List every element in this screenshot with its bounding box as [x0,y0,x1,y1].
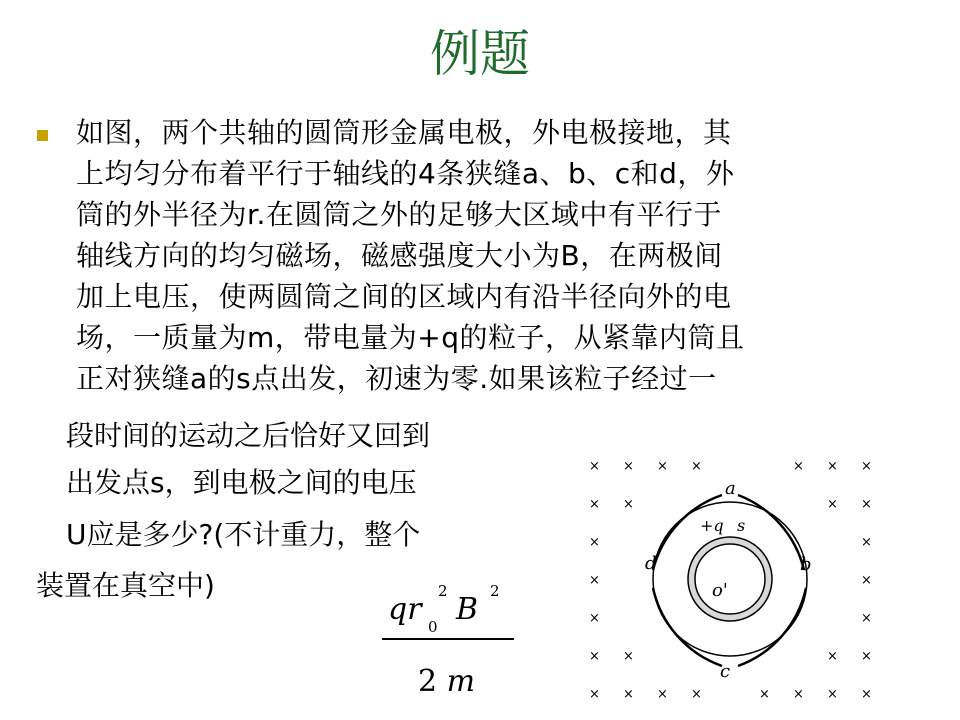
continuation-line: 出发点s，到电极之间的电压 [66,466,417,499]
field-x-mark: × [793,687,804,702]
problem-line: 轴线方向的均匀磁场，磁感强度大小为B，在两极间 [76,239,723,272]
field-x-mark: × [861,611,872,626]
field-x-mark: × [861,497,872,512]
field-x-mark: × [827,459,838,474]
field-x-mark: × [691,459,702,474]
slide-title: 例题 [430,25,530,83]
formula-subscript: 0 [428,618,438,636]
field-x-mark: × [793,459,804,474]
field-x-mark: × [827,497,838,512]
field-x-mark: × [657,687,668,702]
continuation-line: 装置在真空中) [36,569,215,602]
cylinder-diagram [575,448,875,713]
fraction-bar [382,638,514,640]
problem-paragraph [76,112,876,399]
field-x-mark: × [861,649,872,664]
field-x-mark: × [589,459,600,474]
field-x-mark: × [827,687,838,702]
formula-B: B [456,592,479,627]
point-s-label: s [737,516,746,535]
field-x-mark: × [589,649,600,664]
bullet-square-icon [37,130,48,141]
continuation-line: U应是多少?(不计重力，整个 [66,518,421,551]
charge-label: +q [700,516,724,535]
field-x-mark: × [589,573,600,588]
field-x-mark: × [589,497,600,512]
problem-line: 加上电压，使两圆筒之间的区域内有沿半径向外的电 [76,280,732,313]
formula-numerator: qr [388,592,422,627]
field-x-mark: × [827,649,838,664]
problem-line: 上均匀分布着平行于轴线的4条狭缝a、b、c和d，外 [76,157,735,190]
continuation-line: 段时间的运动之后恰好又回到 [66,419,431,452]
formula-superscript: 2 [490,582,500,600]
slit-a-label: a [725,478,736,499]
slit-b-label: b [800,554,812,575]
field-x-mark: × [623,497,634,512]
problem-line: 场，一质量为m，带电量为+q的粒子，从紧靠内筒且 [76,321,745,354]
field-x-mark: × [691,687,702,702]
problem-line: 如图，两个共轴的圆筒形金属电极，外电极接地，其 [76,116,732,149]
field-x-mark: × [861,573,872,588]
formula-superscript: 2 [438,582,448,600]
formula-denominator: 2 m [418,664,476,699]
center-label: o' [712,580,728,601]
field-x-mark: × [759,687,770,702]
inner-cylinder-core [695,544,765,614]
field-x-mark: × [657,459,668,474]
field-x-mark: × [861,535,872,550]
field-x-mark: × [589,611,600,626]
slit-d-label: d [645,553,657,574]
field-x-mark: × [861,459,872,474]
problem-line: 正对狭缝a的s点出发，初速为零.如果该粒子经过一 [76,362,717,395]
field-x-mark: × [861,687,872,702]
field-x-mark: × [589,687,600,702]
answer-formula [380,580,540,710]
field-x-mark: × [623,459,634,474]
field-x-mark: × [623,649,634,664]
field-x-mark: × [589,535,600,550]
problem-line: 筒的外半径为r.在圆筒之外的足够大区域中有平行于 [76,198,722,231]
slit-c-label: c [720,661,731,682]
field-x-mark: × [623,687,634,702]
